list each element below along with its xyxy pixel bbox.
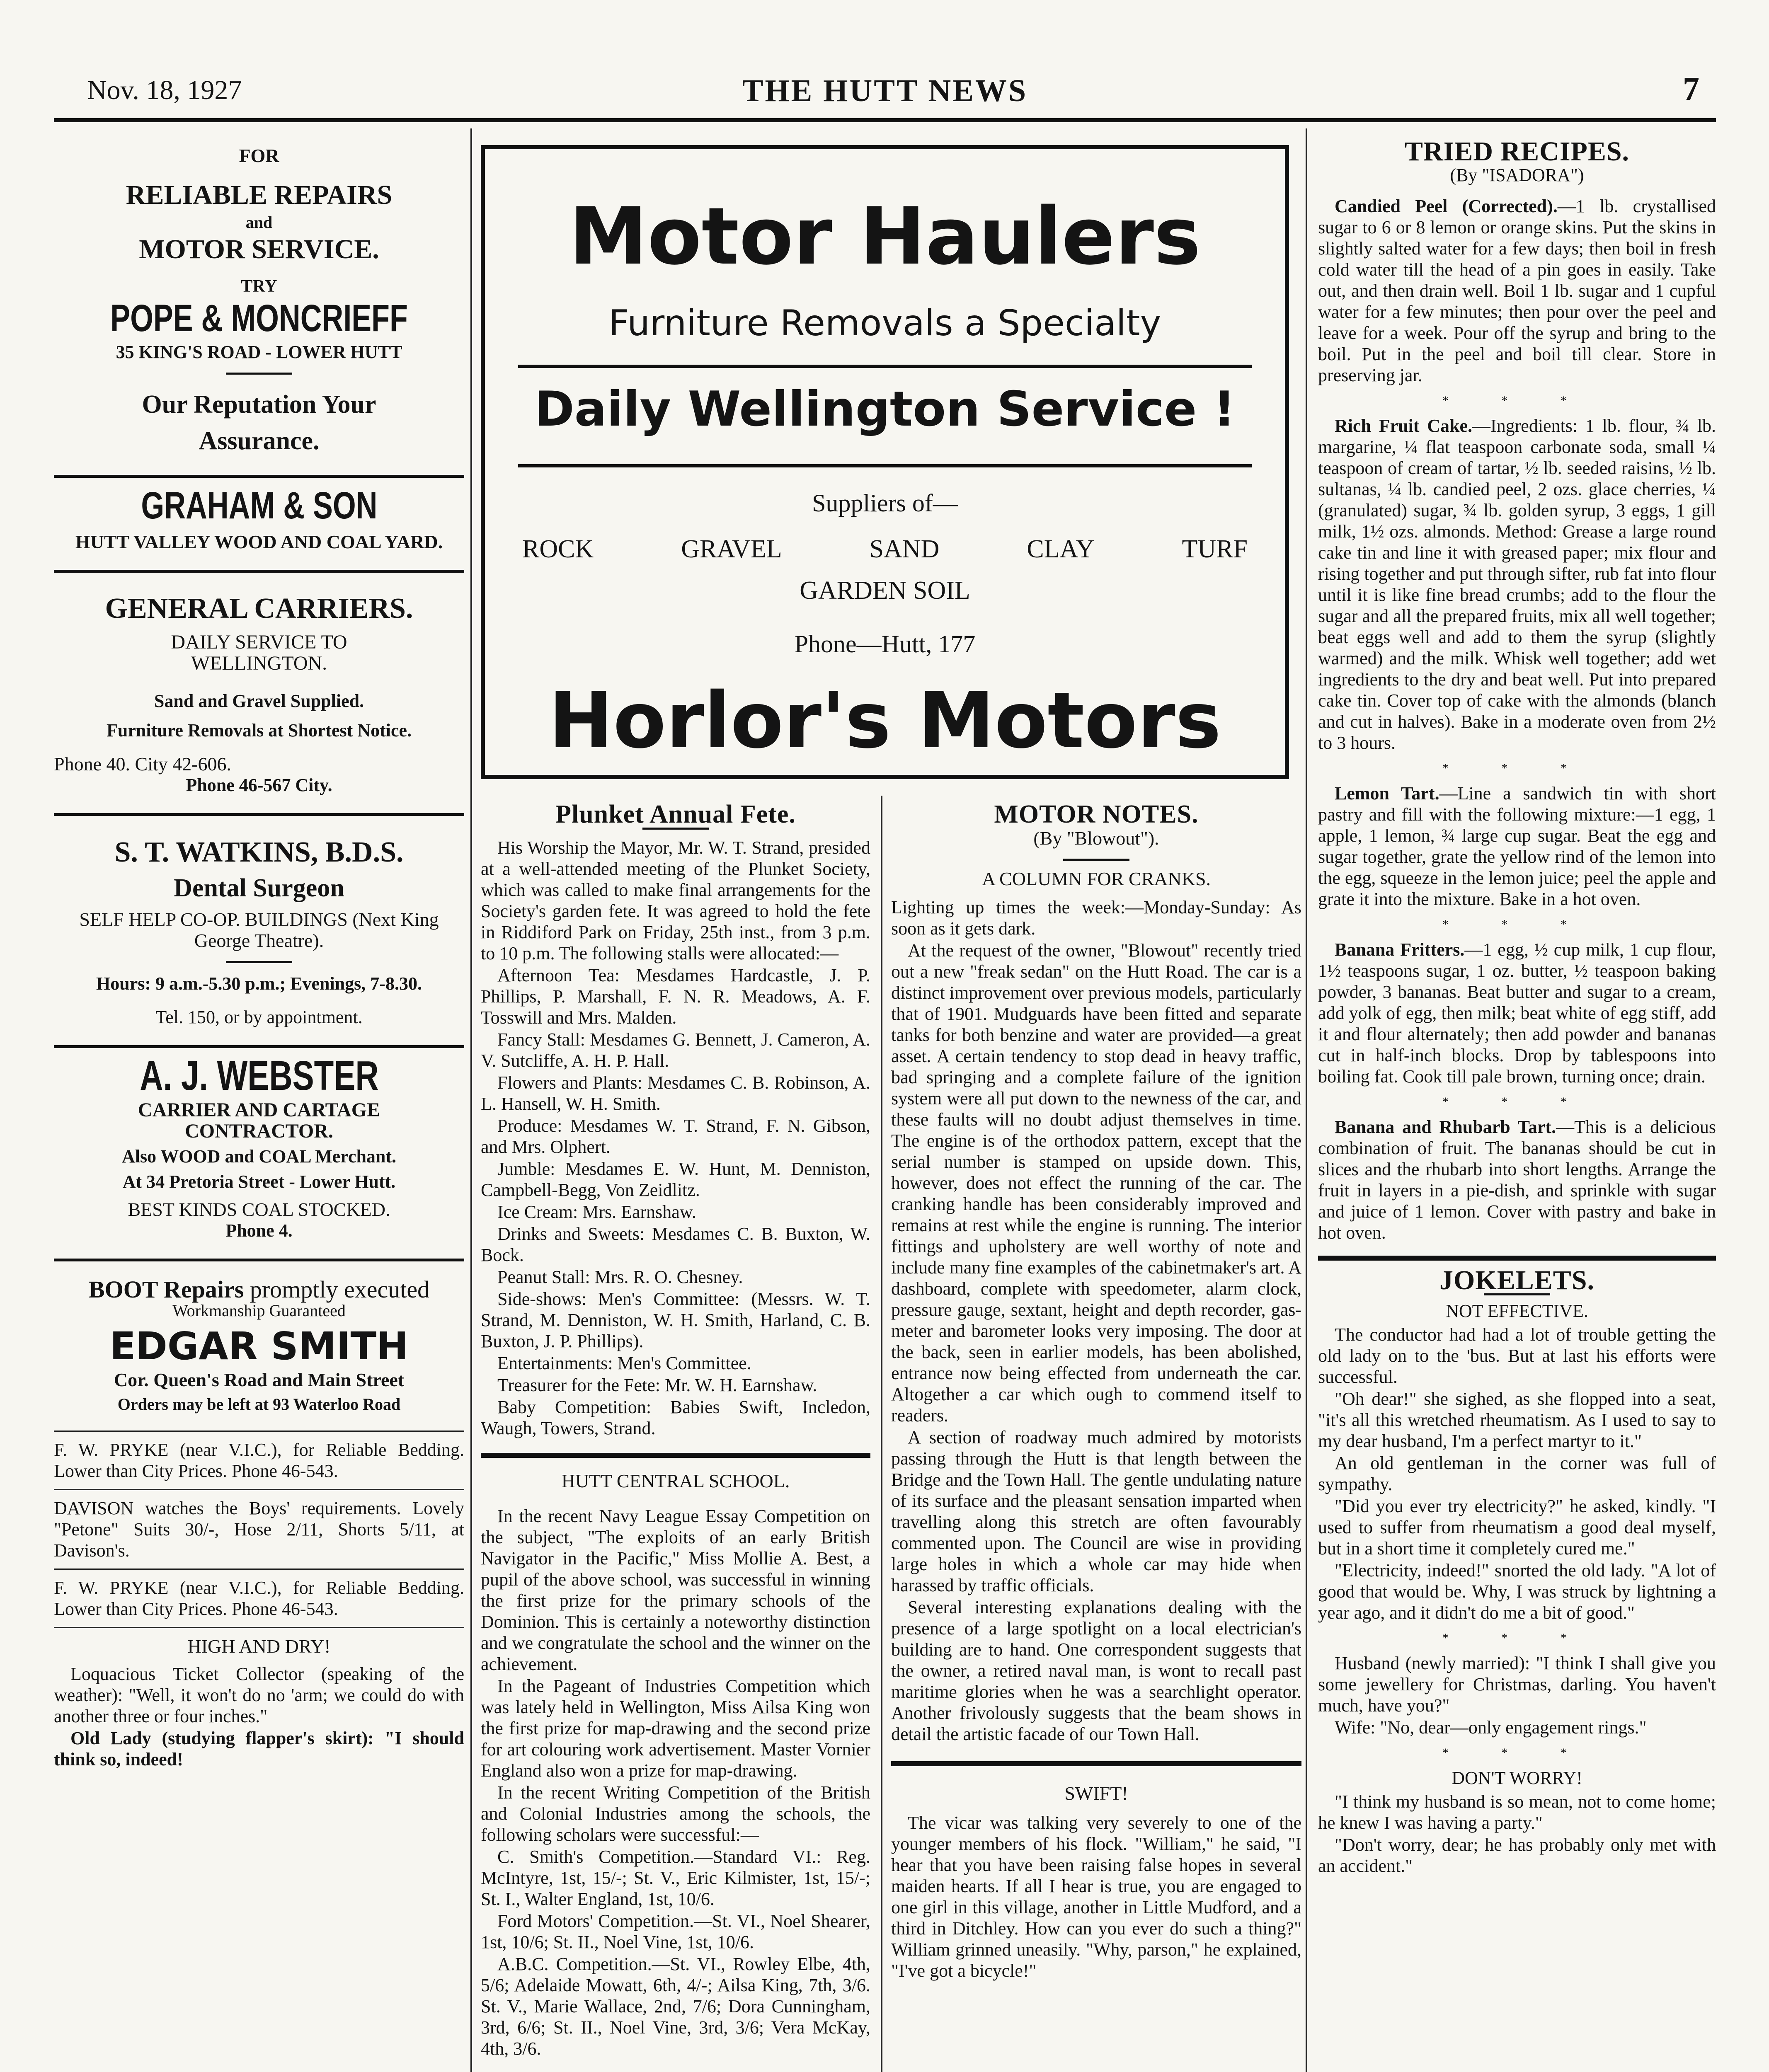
ad-separator <box>54 813 464 816</box>
recipe-text: —This is a delicious combination of fruit. The bananas should be cut in slices and the rhubarb into short lengths. Arrange the fruit in layers in a pie-dish, and sprinkle with sugar and juice of 1 lemon. Cover with pastry and bake in hot oven. <box>1318 1117 1716 1243</box>
left-ads-column <box>54 137 464 1771</box>
hours-text: Hours: 9 a.m.-5.30 p.m.; Evenings, 7-8.30. <box>96 973 422 994</box>
ad-rule <box>518 365 1252 368</box>
article-paragraph: Fancy Stall: Mesdames G. Bennett, J. Cameron, A. V. Sutcliffe, A. H. P. Hall. <box>481 1029 870 1071</box>
article-subtitle: A COLUMN FOR CRANKS. <box>981 868 1211 889</box>
article-paragraph: Jumble: Mesdames E. W. Hunt, M. Denniston, Campbell-Begg, Von Zeidlitz. <box>481 1159 870 1200</box>
service-text: DAILY SERVICE TO WELLINGTON. <box>171 631 347 674</box>
article-paragraph: In the recent Navy League Essay Competition on the subject, "The exploits of an early British Navigator in the Pacific," Miss Mollie A. Best, a pupil of the above school, was successful in winning the first prize for the primary schools of the Dominion. This is certainly a noteworthy distinction and we congratulate the school and the winner on the achievement. <box>481 1506 870 1674</box>
article-paragraph: Entertainments: Men's Committee. <box>497 1353 751 1373</box>
recipe-item <box>1318 196 1716 386</box>
star-separator: * * * <box>1442 917 1592 931</box>
article-paragraph: Drinks and Sweets: Mesdames C. B. Buxton, W. Bock. <box>481 1224 870 1265</box>
ad-headline: Motor Haulers <box>569 191 1201 282</box>
business-name: EDGAR SMITH <box>109 1324 409 1368</box>
joke-paragraph: "I think my husband is so mean, not to come home; he knew I was having a party." <box>1318 1791 1716 1833</box>
article-paragraph: Baby Competition: Babies Swift, Incledon, Waugh, Towers, Strand. <box>481 1397 870 1438</box>
article-paragraph: Ford Motors' Competition.—St. VI., Noel Shearer, 1st, 10/6; St. II., Noel Vine, 1st, 10/6. <box>481 1911 870 1952</box>
article-title: MOTOR NOTES. <box>994 800 1199 828</box>
ad-headline: RELIABLE REPAIRS <box>126 180 393 210</box>
ad-separator <box>54 1045 464 1048</box>
short-rule <box>1063 859 1129 861</box>
recipe-name: Rich Fruit Cake. <box>1335 416 1472 436</box>
material-item: SAND <box>869 535 940 563</box>
ad-separator <box>54 1627 464 1628</box>
article-separator <box>891 1761 1301 1766</box>
article-paragraph: Loquacious Ticket Collector (speaking of the weather): "Well, it won't do no 'arm; we could do with another three or four inches." <box>54 1664 464 1726</box>
issue-date: Nov. 18, 1927 <box>87 75 242 105</box>
article-title: JOKELETS. <box>1439 1265 1595 1295</box>
graham-son-ad <box>54 484 464 561</box>
ad-line: Also WOOD and COAL Merchant. <box>121 1146 397 1167</box>
recipe-text: —Line a sandwich tin with short pastry and fill with the following mixture:—1 egg, 1 apple, 1 lemon, ¾ large cup sugar. Beat the egg and sugar together, grate the yellow rind of the lemon into the egg, squeeze in the lemon juice; peel the apple and grate it into the mixture. Bake in a hot oven. <box>1318 783 1716 909</box>
webster-ad <box>54 1053 464 1249</box>
joke-paragraph: "Oh dear!" she sighed, as she flopped into a seat, "it's all this wretched rheumatism. As I used to say to my dear husband, I'm a perfect martyr to it." <box>1318 1389 1716 1451</box>
ad-headline: MOTOR SERVICE. <box>139 234 379 264</box>
business-name: POPE & MONCRIEFF <box>110 297 408 339</box>
ad-line: BEST KINDS COAL STOCKED. <box>128 1199 390 1220</box>
ad-separator <box>54 1259 464 1261</box>
business-address: SELF HELP CO-OP. BUILDINGS (Next King George Theatre). <box>79 909 439 951</box>
service-text: Sand and Gravel Supplied. <box>154 691 364 711</box>
article-paragraph: C. Smith's Competition.—Standard VI.: Reg. McIntyre, 1st, 15/-; St. V., Eric Kilmister, 1st, 15/-; St. I., Walter England, 1st, 10/6. <box>481 1847 870 1909</box>
newspaper-title: THE HUTT NEWS <box>742 73 1028 108</box>
business-description: HUTT VALLEY WOOD AND COAL YARD. <box>75 531 443 552</box>
joke-paragraph: The conductor had had a lot of trouble getting the old lady on to the 'bus. But at last his efforts were successful. <box>1318 1324 1716 1387</box>
masthead-rule <box>54 118 1716 122</box>
masthead <box>54 66 1716 116</box>
phone-text: Phone 40. City 42-606. <box>54 753 232 775</box>
recipe-text: —1 egg, ½ cup milk, 1 cup flour, 1½ teaspoons sugar, 1 oz. butter, ½ teaspoon baking powder, 3 bananas. Beat butter and sugar to a cream, add yolk of egg, then milk; beat white of egg stiff, add it and flour alternately; then add powder and bananas cut in half-inch blocks. Drop by tablespoons into boiling fat. Cook till pale brown, turning once; drain. <box>1318 939 1716 1087</box>
recipe-item <box>1318 415 1716 753</box>
recipe-text: —1 lb. crystallised sugar to 6 or 8 lemon or orange skins. Put the skins in slightly salted water for a few days; then boil in fresh cold water till the head of a pin goes in easily. Take out, and then drain well. Boil 1 lb. sugar and 1 cupful water for a few minutes; then pour over the peel and leave for a week. Pour off the syrup and bring to the boil. Put in the peel and boil till clear. Store in preserving jar. <box>1318 196 1716 385</box>
star-separator: * * * <box>1442 1631 1592 1645</box>
business-name: S. T. WATKINS, B.D.S. <box>114 836 404 868</box>
article-title: TRIED RECIPES. <box>1404 136 1630 167</box>
ad-line: CARRIER AND CARTAGE CONTRACTOR. <box>138 1099 380 1142</box>
joke-title: NOT EFFECTIVE. <box>1446 1301 1588 1321</box>
recipe-name: Banana Fritters. <box>1335 939 1465 960</box>
article-paragraph: Ice Cream: Mrs. Earnshaw. <box>497 1202 696 1222</box>
star-separator: * * * <box>1442 1095 1592 1109</box>
classified-ad: F. W. PRYKE (near V.I.C.), for Reliable Bedding. Lower than City Prices. Phone 46-543. <box>54 1440 464 1481</box>
ad-separator <box>54 570 464 573</box>
article-paragraph: Produce: Mesdames W. T. Strand, F. N. Gibson, and Mrs. Olphert. <box>481 1116 870 1157</box>
ad-and: and <box>245 213 273 232</box>
tel-text: Tel. 150, or by appointment. <box>155 1007 363 1027</box>
recipe-item <box>1318 1116 1716 1243</box>
star-separator: * * * <box>1442 1746 1592 1760</box>
pope-moncrieff-ad <box>54 137 464 466</box>
recipe-item <box>1318 939 1716 1087</box>
ad-rule <box>518 464 1252 467</box>
joke-paragraph: "Did you ever try electricity?" he asked, kindly. "I used to suffer from rheumatism a good deal myself, but in a short time it completely cured me." <box>1318 1496 1716 1559</box>
joke-paragraph: An old gentleman in the corner was full of sympathy. <box>1318 1453 1716 1494</box>
joke-paragraph: "Don't worry, dear; he has probably only met with an accident." <box>1318 1835 1716 1876</box>
article-paragraph: Side-shows: Men's Committee: (Messrs. W. T. Strand, M. Denniston, W. H. Smith, Harland, C. B. Buxton, J. P. Phillips). <box>481 1289 870 1351</box>
page-number: 7 <box>1683 71 1699 107</box>
ad-bold: BOOT Repairs <box>88 1276 244 1303</box>
star-separator: * * * <box>1442 761 1592 775</box>
article-paragraph: Afternoon Tea: Mesdames Hardcastle, J. P. Phillips, P. Marshall, F. N. R. Meadows, A. F. Tosswill and Mrs. Malden. <box>481 965 870 1028</box>
article-paragraph: The vicar was talking very severely to one of the younger members of his flock. "William," he said, "I hear that you have been raising false hopes in several maiden hearts. If all I hear is true, you are engaged to one girl in this village, another in Little Mudford, and a third in Ditchley. How can you ever do such a thing?" William grinned uneasily. "Why, parson," he explained, "I've got a bicycle!" <box>891 1813 1301 1981</box>
recipe-item <box>1318 783 1716 910</box>
article-paragraph: Lighting up times the week:—Monday-Sunday: As soon as it gets dark. <box>891 897 1301 939</box>
ad-for: FOR <box>239 145 279 166</box>
article-title: HUTT CENTRAL SCHOOL. <box>561 1470 790 1491</box>
ad-line: Orders may be left at 93 Waterloo Road <box>117 1395 401 1414</box>
business-address: Cor. Queen's Road and Main Street <box>114 1369 405 1390</box>
article-paragraph: A section of roadway much admired by motorists passing through the Hutt is that length between the Bridge and the Town Hall. The gentle undulating nature of its surface and the pleasant sensation imparted when travelling along this stretch are often favourably commented upon. The Council are wise in providing large holes in which a whole car may hide when harassed by traffic officials. <box>891 1427 1301 1595</box>
article-paragraph: Several interesting explanations dealing with the presence of a large spotlight on a local electrician's building are to hand. One correspondent suggests that the owner, a retired naval man, is wont to recall past maritime glories when he was a searchlight operator. Another frivolously suggests that the beam shows in detail the artistic facade of our Town Hall. <box>891 1597 1301 1744</box>
article-separator <box>1318 1256 1716 1261</box>
classified-ad: F. W. PRYKE (near V.I.C.), for Reliable Bedding. Lower than City Prices. Phone 46-543. <box>54 1578 464 1619</box>
business-name: A. J. WEBSTER <box>139 1053 379 1099</box>
joke-paragraph: "Electricity, indeed!" snorted the old lady. "A lot of good that would be. Why, I was struck by lightning a year ago, and it didn't do me a bit of good." <box>1318 1560 1716 1623</box>
material-item: ROCK <box>522 535 594 563</box>
ad-separator <box>54 1569 464 1570</box>
article-paragraph: Peanut Stall: Mrs. R. O. Chesney. <box>497 1267 743 1287</box>
ad-text: Suppliers of— <box>812 489 958 517</box>
watkins-dental-ad <box>54 825 464 1036</box>
ad-headline: Daily Wellington Service ! <box>534 381 1236 437</box>
recipe-name: Candied Peel (Corrected). <box>1335 196 1558 216</box>
general-carriers-ad <box>54 582 464 804</box>
edgar-smith-ad <box>54 1271 464 1423</box>
classified-ad: DAVISON watches the Boys' requirements. Lovely "Petone" Suits 30/-, Hose 2/11, Shorts 5/11, at Davison's. <box>54 1498 464 1561</box>
ad-try: TRY <box>241 277 277 296</box>
article-paragraph: His Worship the Mayor, Mr. W. T. Strand, presided at a well-attended meeting of the Plunket Society, which was called to make final arrangements for the Society's garden fete. It was agreed to hold the fete in Riddiford Park on Friday, 25th inst., from 3 p.m. to 10 p.m. The following stalls were allocated:— <box>481 838 870 963</box>
material-item: GARDEN SOIL <box>800 576 970 605</box>
business-title: Dental Surgeon <box>174 874 344 902</box>
ad-separator <box>54 475 464 478</box>
column-divider <box>470 128 472 2072</box>
material-item: CLAY <box>1027 535 1095 563</box>
motor-notes-column <box>891 800 1301 1982</box>
article-paragraph: Flowers and Plants: Mesdames C. B. Robinson, A. L. Hansell, W. H. Smith. <box>481 1072 870 1114</box>
article-paragraph: At the request of the owner, "Blowout" recently tried out a new "freak sedan" on the Hutt Road. The car is a distinct improvement over previous models, particularly that of 1901. Mudguards have been fitted and separate tanks for both benzine and water are provided—a great asset. A certain tendency to stop dead in heavy traffic, bad springing and a complete failure of the ignition system were all put down to the newness of the car, and these faults will no doubt adjust themselves in time. The engine is of the orthodox pattern, except that the serial number is stamped on upside down. This, however, does not effect the running of the car. The cranking handle has been considerably improved and remains at rest while the engine is running. The interior fittings and upholstery are well worthy of note and include many fine examples of the cabinetmaker's art. A dashboard, complete with speedometer, alarm clock, pressure gauge, sextant, height and depth recorder, gas-meter and barometer looks very imposing. The door at the back, seen in earlier models, has been abolished, entrance now being effected from underneath the car. Altogether a car which ough to commend itself to readers. <box>891 940 1301 1426</box>
ad-separator <box>54 1431 464 1432</box>
service-text: Furniture Removals at Shortest Notice. <box>106 720 412 741</box>
article-paragraph: A.B.C. Competition.—St. VI., Rowley Elbe, 4th, 5/6; Adelaide Mowatt, 6th, 4/-; Ailsa King, 7th, 3/6. St. V., Marie Wallace, 2nd, 7/6; Dora Cunningham, 3rd, 6/6; St. II., Noel Vine, 3rd, 3/6; Vera McKay, 4th, 3/6. <box>481 1954 870 2059</box>
column-divider <box>1306 128 1307 2072</box>
article-byline: (By "ISADORA") <box>1450 165 1584 185</box>
phone-text: Phone 46-567 City. <box>186 775 332 795</box>
short-rule <box>226 373 292 375</box>
joke-paragraph: Husband (newly married): "I think I shall give you some jewellery for Christmas, darling. You haven't much, have you?" <box>1318 1653 1716 1716</box>
article-separator <box>481 1453 870 1458</box>
ad-text: promptly executed <box>250 1276 430 1303</box>
plunket-school-column <box>481 800 870 2060</box>
recipe-name: Lemon Tart. <box>1335 783 1439 804</box>
material-item: TURF <box>1182 535 1248 563</box>
joke-paragraph: Wife: "No, dear—only engagement rings." <box>1335 1717 1647 1738</box>
recipe-name: Banana and Rhubarb Tart. <box>1335 1117 1556 1137</box>
article-title: SWIFT! <box>1064 1783 1128 1804</box>
short-rule <box>226 961 292 963</box>
slogan: Assurance. <box>199 427 320 455</box>
ad-line: At 34 Pretoria Street - Lower Hutt. <box>122 1172 396 1192</box>
horlors-motors-ad <box>481 145 1289 779</box>
ad-subheadline: Furniture Removals a Specialty <box>608 303 1161 344</box>
business-address: 35 KING'S ROAD - LOWER HUTT <box>116 342 402 362</box>
ad-separator <box>54 1489 464 1490</box>
slogan: Our Reputation Your <box>142 390 376 419</box>
business-name: Horlor's Motors <box>548 675 1221 765</box>
business-name: GRAHAM & SON <box>141 484 378 527</box>
materials-list <box>522 535 1248 564</box>
material-item: GRAVEL <box>681 535 782 563</box>
article-paragraph: Treasurer for the Fete: Mr. W. H. Earnshaw. <box>497 1375 817 1395</box>
recipes-jokes-column <box>1318 137 1716 1877</box>
column-divider <box>881 796 882 2072</box>
phone-text: Phone 4. <box>225 1220 293 1241</box>
article-title: Plunket Annual Fete. <box>555 800 796 828</box>
star-separator: * * * <box>1442 394 1592 407</box>
article-byline: (By "Blowout"). <box>1033 828 1159 849</box>
article-title: HIGH AND DRY! <box>187 1636 331 1657</box>
article-paragraph: Old Lady (studying flapper's skirt): "I should think so, indeed! <box>54 1728 464 1769</box>
joke-title: DON'T WORRY! <box>1452 1768 1582 1788</box>
article-paragraph: In the recent Writing Competition of the British and Colonial Industries among the schools, the following scholars were successful:— <box>481 1782 870 1845</box>
recipe-text: —Ingredients: 1 lb. flour, ¾ lb. margarine, ¼ flat teaspoon carbonate soda, small ¼ teaspoon of cream of tartar, ½ lb. seeded raisins, ½ lb. sultanas, ¼ lb. candied peel, 2 ozs. glace cherries, ¼ (granulated) sugar, ¾ lb. golden syrup, 3 eggs, 1 gill milk, 1½ ozs. almonds. Method: Grease a large round cake tin and line it with greased paper; mix flour and rising together and put through sifter, rub fat into flour until it is like fine bread crumbs; add to the flour the sugar and all the prepared fruits, mix all well together; beat eggs well and add to them the syrup (slightly warmed) and the milk. Whisk well together; add wet ingredients to the dry and beat well. Put into prepared cake tin. Cover top of cake with the almonds (blanch and cut in halves). Bake in a moderate oven from 2½ to 3 hours. <box>1318 416 1716 753</box>
phone-text: Phone—Hutt, 177 <box>794 630 976 658</box>
article-paragraph: In the Pageant of Industries Competition which was lately held in Wellington, Miss Ailsa King won the first prize for map-drawing and the second prize for art colouring work advertisement. Master Vornier England also won a prize for map-drawing. <box>481 1676 870 1781</box>
business-name: GENERAL CARRIERS. <box>105 593 413 625</box>
ad-line: Workmanship Guaranteed <box>172 1301 346 1320</box>
